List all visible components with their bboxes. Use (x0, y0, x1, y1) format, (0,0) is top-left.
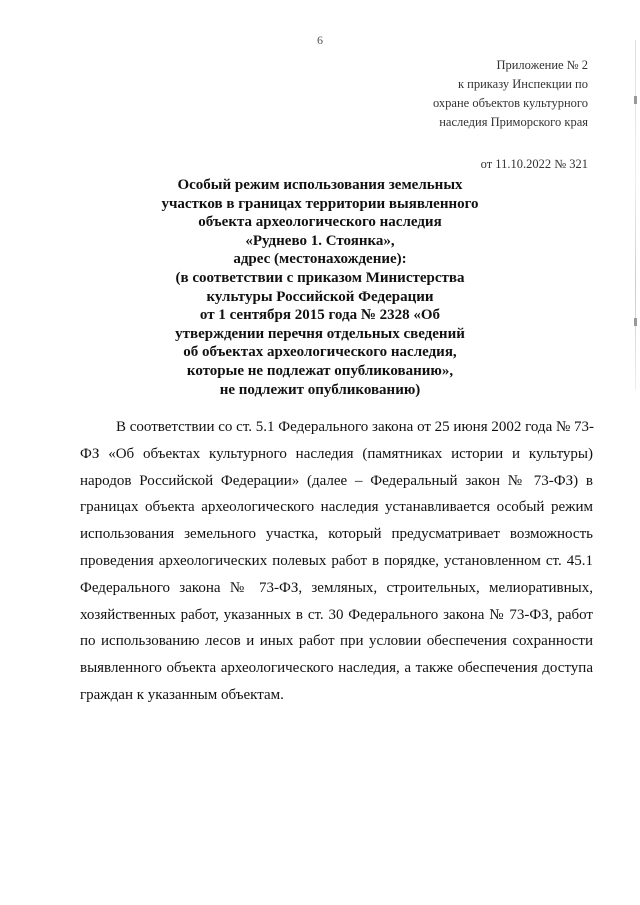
title-line: «Руднево 1. Стоянка», (245, 232, 395, 249)
appendix-header (433, 56, 588, 132)
title-line: об объектах археологического наследия, (183, 344, 457, 361)
title-line: культуры Российской Федерации (206, 288, 434, 305)
scan-mark (634, 96, 637, 104)
scan-edge-artifact (635, 40, 636, 390)
body-line: хозяйственных работ, указанных в ст. 30 Федерального закона № 73-ФЗ, работ (80, 606, 593, 623)
scan-mark (634, 318, 637, 326)
title-line: адрес (местонахождение): (233, 251, 407, 268)
appendix-date: от 11.10.2022 № 321 (480, 157, 588, 171)
title-line: Особый режим использования земельных (177, 177, 463, 193)
body-line: Федерального закона № 73-ФЗ, земляных, строительных, мелиоративных, (80, 579, 593, 596)
appendix-line: наследия Приморского края (439, 115, 588, 129)
appendix-line: охране объектов культурного (432, 96, 588, 110)
body-line: ФЗ «Об объектах культурного наследия (памятниках истории и культуры) (80, 445, 593, 462)
body-line: использования земельного участка, который предусматривает возможность (80, 526, 593, 543)
body-line: граждан к указанным объектам. (80, 686, 284, 703)
title-line: (в соответствии с приказом Министерства (175, 269, 465, 286)
title-line: утверждении перечня отдельных сведений (175, 325, 465, 342)
title-line: не подлежит опубликованию) (219, 381, 421, 398)
body-line: проведения археологических полевых работ в порядке, установленном ст. 45.1 (80, 552, 593, 569)
document-title (120, 176, 520, 399)
appendix-line: Приложение № 2 (496, 58, 588, 72)
body-line: В соответствии со ст. 5.1 Федерального закона от 25 июня 2002 года № 73- (116, 419, 595, 435)
title-line: объекта археологического наследия (198, 214, 442, 231)
title-line: которые не подлежат опубликованию», (186, 362, 454, 379)
body-line: по использованию лесов и иных работ при условии обеспечения сохранности (80, 633, 593, 650)
title-line: от 1 сентября 2015 года № 2328 «Об (199, 307, 441, 324)
body-paragraph (80, 414, 593, 709)
body-line: выявленного объекта археологического наследия, а также обеспечения доступа (80, 660, 593, 677)
appendix-line: к приказу Инспекции по (457, 77, 588, 91)
page-number: 6 (317, 33, 323, 47)
title-line: участков в границах территории выявленного (161, 195, 479, 212)
body-line: границах объекта археологического наследия устанавливается особый режим (80, 499, 593, 516)
body-line: народов Российской Федерации» (далее – Федеральный закон № 73-ФЗ) в (80, 472, 593, 489)
